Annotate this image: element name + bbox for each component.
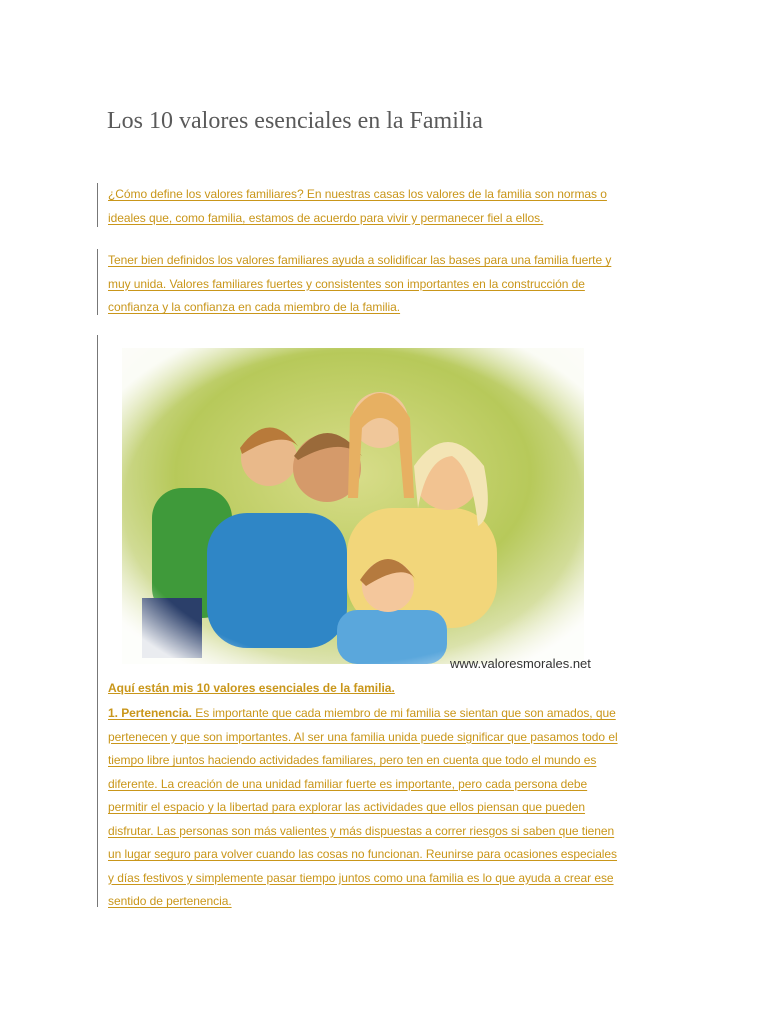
item-number-label: 1. Pertenencia. — [108, 706, 192, 720]
intro-paragraph — [97, 183, 607, 227]
family-photo — [122, 348, 584, 664]
values-section — [97, 335, 618, 908]
paragraph-line[interactable]: y días festivos y simplemente pasar tiempo juntos como una familia es lo que ayuda a crear ese — [108, 870, 614, 885]
paragraph-line[interactable]: ¿Cómo define los valores familiares? En nuestras casas los valores de la familia son normas o — [108, 187, 607, 201]
image-watermark: www.valoresmorales.net — [450, 656, 591, 671]
paragraph-line[interactable]: muy unida. Valores familiares fuertes y consistentes son importantes en la construcción de — [108, 276, 585, 291]
page-title: Los 10 valores esenciales en la Familia — [107, 108, 483, 134]
paragraph-line[interactable]: Tener bien definidos los valores familiares ayuda a solidificar las bases para una familia fuerte y — [108, 253, 612, 267]
value-item-1 — [108, 702, 618, 914]
paragraph-line[interactable]: ideales que, como familia, estamos de acuerdo para vivir y permanecer fiel a ellos. — [108, 210, 544, 225]
paragraph-line[interactable]: confianza y la confianza en cada miembro de la familia. — [108, 300, 401, 314]
paragraph-line[interactable]: pertenecen y que son importantes. Al ser una familia unida puede significar que pasamos todo el — [108, 729, 618, 744]
paragraph-line[interactable]: tiempo libre juntos haciendo actividades familiares, pero ten en cuenta que todo el mundo es — [108, 753, 597, 767]
paragraph-line[interactable]: disfrutar. Las personas son más valientes y más dispuestas a correr riesgos si saben que tienen — [108, 823, 615, 838]
paragraph-line[interactable]: diferente. La creación de una unidad familiar fuerte es importante, pero cada persona debe — [108, 776, 588, 791]
paragraph-line[interactable] — [108, 702, 618, 726]
paragraph-line[interactable]: sentido de pertenencia. — [108, 894, 232, 908]
list-heading[interactable]: Aquí están mis 10 valores esenciales de la familia. — [108, 681, 395, 695]
paragraph-line[interactable]: un lugar seguro para volver cuando las cosas no funcionan. Reunirse para ocasiones especiales — [108, 847, 618, 861]
item-first-line: Es importante que cada miembro de mi familia se sientan que son amados, que — [191, 706, 616, 720]
second-paragraph — [97, 249, 611, 315]
paragraph-line[interactable]: permitir el espacio y la libertad para explorar las actividades que ellos piensan que pueden — [108, 800, 586, 814]
